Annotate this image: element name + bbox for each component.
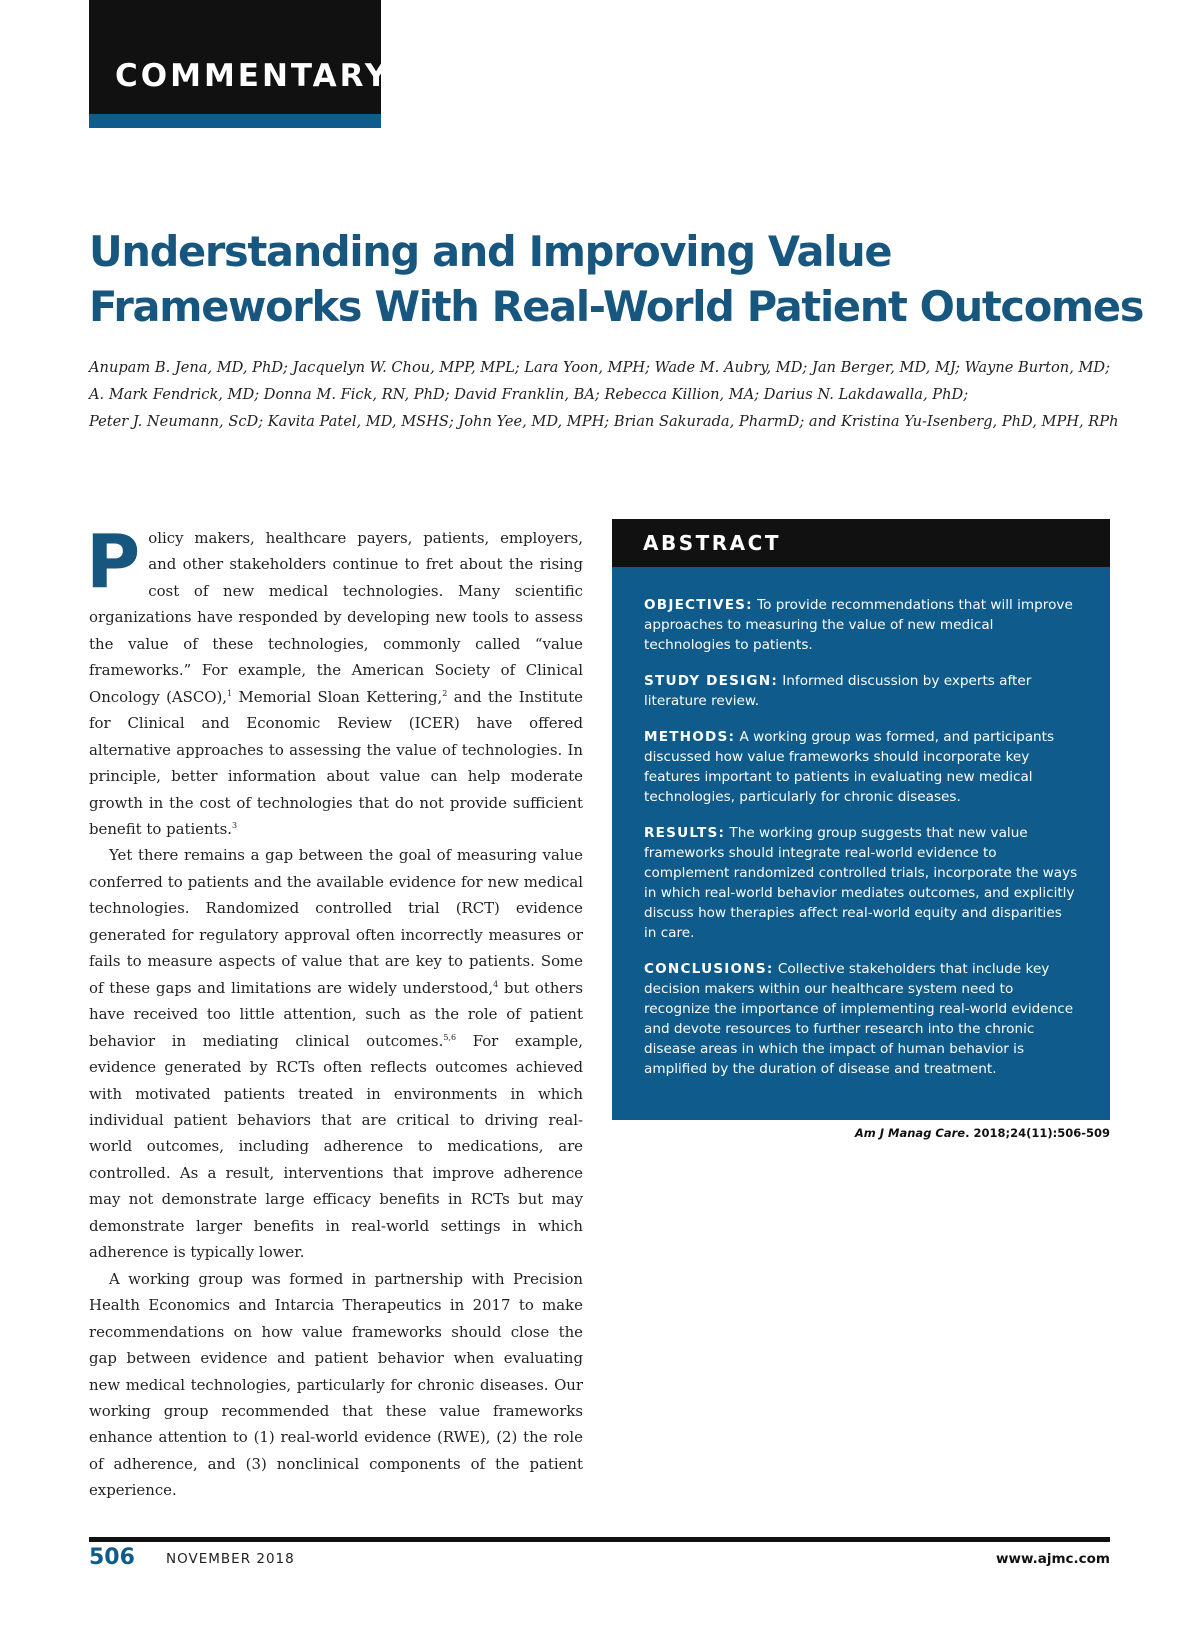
citation-details: . 2018;24(11):506-509: [965, 1126, 1110, 1140]
section-tag-accent-bar: [89, 114, 381, 128]
article-title: [89, 224, 1144, 334]
author-line-3: Peter J. Neumann, ScD; Kavita Patel, MD, MSHS; John Yee, MD, MPH; Brian Sakurada, PharmD; and Kristina Yu-Isenberg, PhD, MPH, RPh: [89, 413, 1119, 430]
journal-citation: [612, 1126, 1110, 1140]
abstract-study-design: [644, 671, 1078, 711]
reference-marker: 4: [493, 979, 499, 989]
reference-marker: 3: [232, 820, 238, 830]
reference-marker: 2: [442, 688, 448, 698]
author-line-2: A. Mark Fendrick, MD; Donna M. Fick, RN, PhD; David Franklin, BA; Rebecca Killion, MA; Darius N. Lakdawalla, PhD;: [89, 386, 969, 403]
drop-cap: P: [86, 519, 141, 605]
journal-name: Am J Manag Care: [854, 1126, 966, 1140]
abstract-label: METHODS:: [644, 729, 736, 745]
body-text: For example, evidence generated by RCTs often reflects outcomes achieved with motivated patients treated in environments in which individual patient behaviors that are critical to driving real-world outcomes, including adherence to medications, are controlled. As a result, interventions that improve adherence may not demonstrate large efficacy benefits in RCTs but may demonstrate larger benefits in real-world settings in which adherence is typically lower.: [89, 1031, 583, 1262]
body-text: and the Institute for Clinical and Economic Review (ICER) have offered alternative approaches to assessing the value of technologies. In principle, better information about value can help moderate growth in the cost of technologies that do not provide sufficient benefit to patients.: [89, 687, 583, 838]
abstract-text: Collective stakeholders that include key decision makers within our healthcare system need to recognize the importance of implementing real-world evidence and devote resources to further research into the chronic disease areas in which the impact of human behavior is amplified by the duration of disease and treatment.: [644, 961, 1074, 1077]
abstract-box: [612, 519, 1110, 1120]
footer-divider: [89, 1537, 1110, 1542]
body-paragraph-2: [89, 842, 583, 1265]
abstract-label: CONCLUSIONS:: [644, 961, 774, 977]
issue-date: NOVEMBER 2018: [166, 1551, 295, 1567]
article-title-line-1: Understanding and Improving Value: [89, 227, 892, 276]
section-tag: [89, 0, 391, 128]
author-list: [89, 354, 1129, 435]
abstract-methods: [644, 727, 1078, 807]
abstract-body: [612, 567, 1110, 1079]
section-label: COMMENTARY: [115, 58, 391, 94]
abstract-results: [644, 823, 1078, 943]
abstract-label: STUDY DESIGN:: [644, 673, 778, 689]
abstract-text: A working group was formed, and participants discussed how value frameworks should incorporate key features important to patients in evaluating new medical technologies, particularly for chronic diseases.: [644, 729, 1055, 805]
body-paragraph-3: A working group was formed in partnership with Precision Health Economics and Intarcia Therapeutics in 2017 to make recommendations on how value frameworks should close the gap between evidence and patient behavior when evaluating new medical technologies, particularly for chronic diseases. Our working group recommended that these value frameworks enhance attention to (1) real-world evidence (RWE), (2) the role of adherence, and (3) nonclinical components of the patient experience.: [89, 1269, 583, 1500]
reference-marker: 1: [227, 688, 233, 698]
body-text: but others have received too little attention, such as the role of patient behavior in mediating clinical outcomes.: [89, 978, 584, 1050]
body-text: olicy makers, healthcare payers, patients, employers, and other stakeholders continue to fret about the rising cost of new medical technologies. Many scientific organizations have responded by developing new tools to assess the value of these technologies, commonly called “value frameworks.” For example, the American Society of Clinical Oncology (ASCO),: [89, 529, 583, 706]
abstract-label: RESULTS:: [644, 825, 726, 841]
page-number: 506: [89, 1545, 135, 1570]
body-text: Yet there remains a gap between the goal of measuring value conferred to patients and the available evidence for new medical technologies. Randomized controlled trial (RCT) evidence generated for regulatory approval often incorrectly measures or fails to measure aspects of value that are key to patients. Some of these gaps and limitations are widely understood,: [89, 846, 583, 997]
reference-marker: 5,6: [443, 1032, 457, 1042]
abstract-text: The working group suggests that new value frameworks should integrate real-world evidence to complement randomized controlled trials, incorporate the ways in which real-world behavior mediates outcomes, and explicitly discuss how therapies affect real-world equity and disparities in care.: [644, 825, 1078, 941]
abstract-label: OBJECTIVES:: [644, 597, 753, 613]
abstract-text: To provide recommendations that will improve approaches to measuring the value of new medical technologies to patients.: [644, 597, 1073, 653]
abstract-heading: ABSTRACT: [612, 519, 1110, 567]
abstract-objectives: [644, 595, 1078, 655]
article-title-line-2: Frameworks With Real-World Patient Outcomes: [89, 282, 1144, 331]
abstract-conclusions: [644, 959, 1078, 1079]
body-text: Memorial Sloan Kettering,: [232, 687, 443, 706]
website-link[interactable]: www.ajmc.com: [996, 1551, 1110, 1567]
author-line-1: Anupam B. Jena, MD, PhD; Jacquelyn W. Chou, MPP, MPL; Lara Yoon, MPH; Wade M. Aubry, MD; Jan Berger, MD, MJ; Wayne Burton, MD;: [89, 359, 1111, 376]
body-text-column: [86, 519, 584, 1504]
body-paragraph-1: [86, 519, 583, 842]
abstract-text: Informed discussion by experts after literature review.: [644, 673, 1032, 709]
